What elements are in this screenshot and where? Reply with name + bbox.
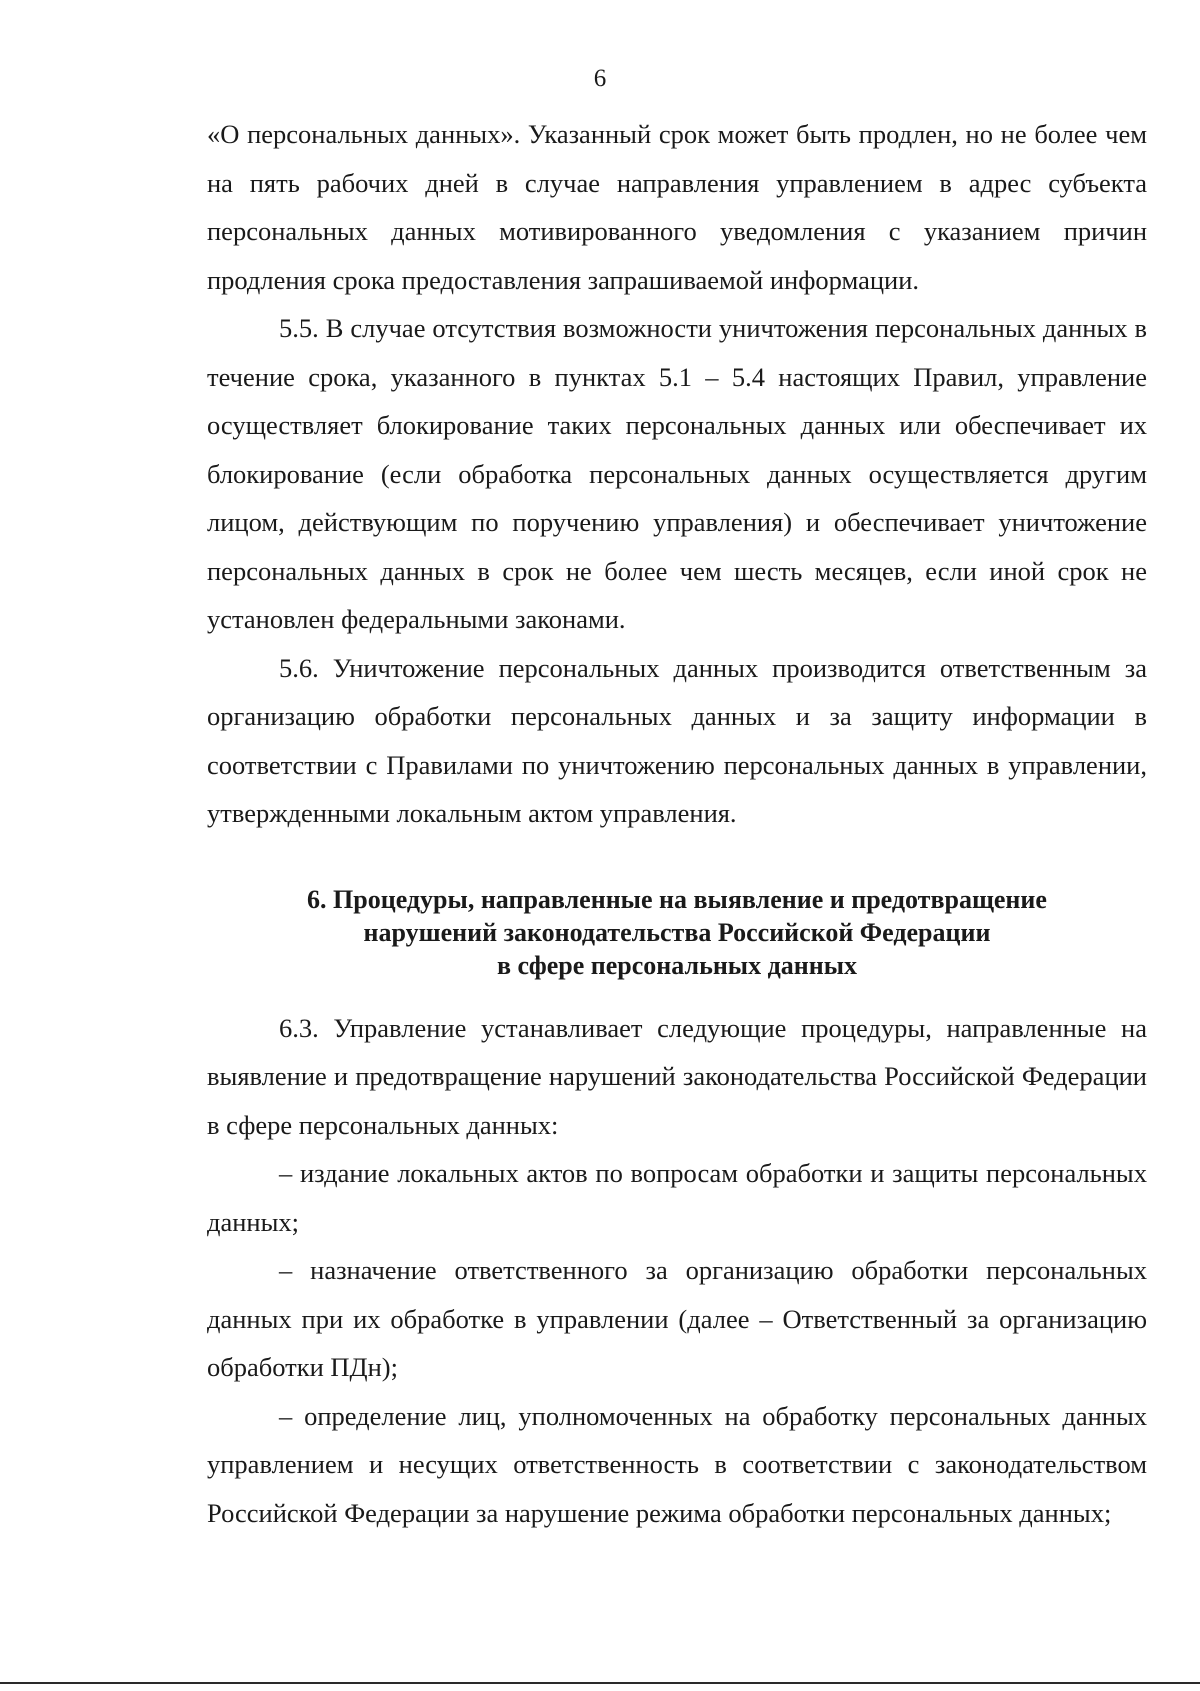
list-item-responsible-person: – назначение ответственного за организацию обработки персональных данных при их обработке в управлении (далее – Ответственный за организацию обработки ПДн); xyxy=(207,1255,1147,1382)
section-heading-line-1: 6. Процедуры, направленные на выявление и предотвращение xyxy=(307,884,1047,914)
section-heading-line-3: в сфере персональных данных xyxy=(496,950,858,980)
section-heading xyxy=(207,883,1147,982)
list-item-authorized-persons: – определение лиц, уполномоченных на обработку персональных данных управлением и несущих ответственность в соответствии с законодательством Российской Федерации за нарушение режима обработки персональных данных; xyxy=(207,1400,1147,1528)
footer-rule xyxy=(0,1682,1200,1684)
paragraph-6-3: 6.3. Управление устанавливает следующие процедуры, направленные на выявление и предотвращение нарушений законодательства Российской Федерации в сфере персональных данных: xyxy=(207,1012,1147,1140)
section-heading-line-2: нарушений законодательства Российской Федерации xyxy=(363,917,991,947)
paragraph-5-5: 5.5. В случае отсутствия возможности уничтожения персональных данных в течение срока, указанного в пунктах 5.1 – 5.4 настоящих Правил, управление осуществляет блокирование таких персональных данных или обеспечивает их блокирование (если обработка персональных данных осуществляется другим лицом, действующим по поручению управления) и обеспечивает уничтожение персональных данных в срок не более чем шесть месяцев, если иной срок не установлен федеральными законами. xyxy=(207,313,1147,634)
document-body xyxy=(207,110,1147,1537)
paragraph-5-6: 5.6. Уничтожение персональных данных производится ответственным за организацию обработки персональных данных и за защиту информации в соответствии с Правилами по уничтожению персональных данных в управлении, утвержденными локальным актом управления. xyxy=(207,652,1147,828)
page-number: 6 xyxy=(593,65,607,92)
paragraph-continuation: «О персональных данных». Указанный срок может быть продлен, но не более чем на пять рабочих дней в случае направления управлением в адрес субъекта персональных данных мотивированного уведомления с указанием причин продления срока предоставления запрашиваемой информации. xyxy=(207,119,1147,295)
list-item-local-acts: – издание локальных актов по вопросам обработки и защиты персональных данных; xyxy=(207,1158,1147,1237)
